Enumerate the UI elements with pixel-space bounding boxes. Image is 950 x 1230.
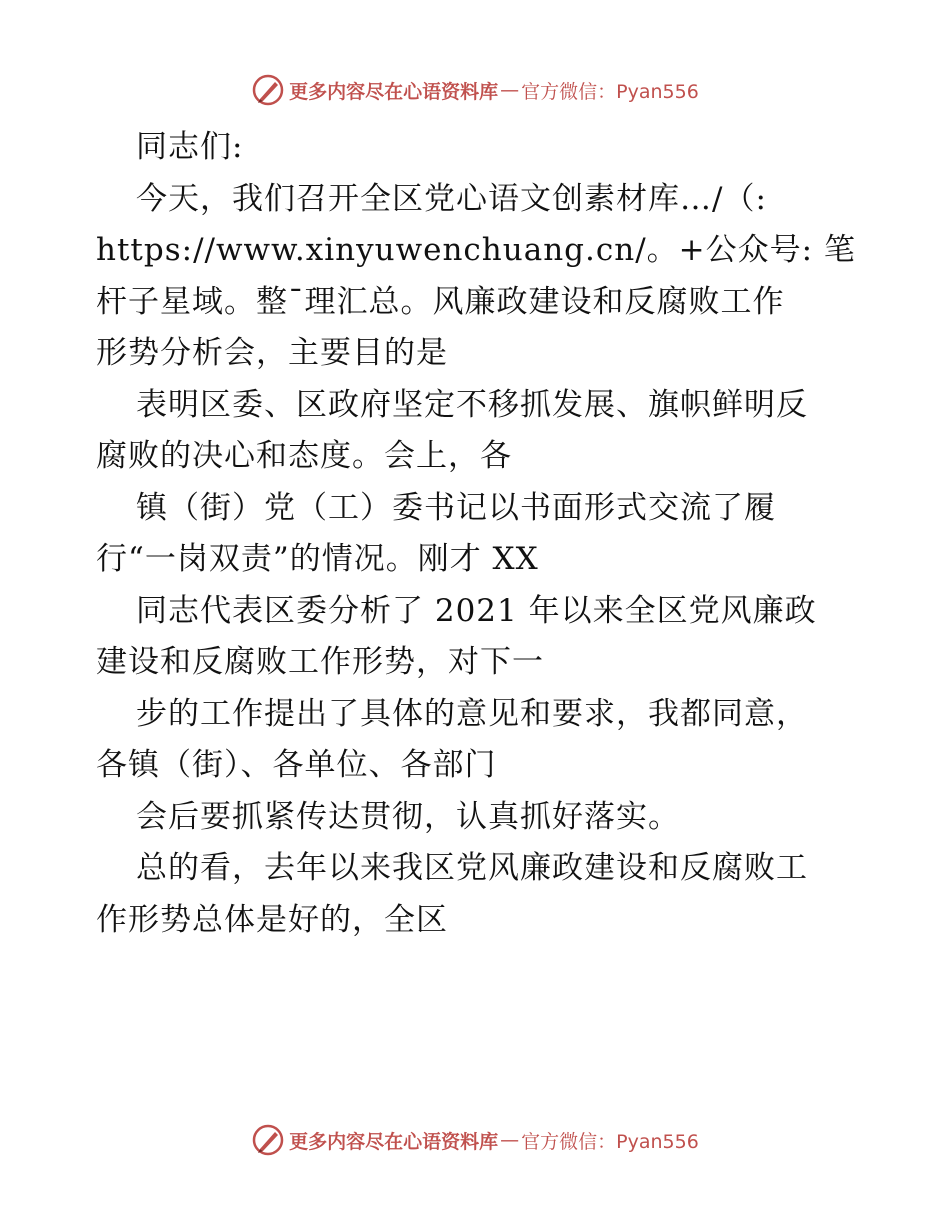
quill-pen-seal-icon (251, 73, 285, 107)
body-line: 腐败的决心和态度。会上，各 (96, 438, 512, 474)
body-line: 作形势总体是好的，全区 (96, 901, 448, 938)
body-line: https://www.xinyuwenchuang.cn/。+公众号: 笔 (96, 232, 856, 268)
banner-brand-text: 更多内容尽在心语资料库 (289, 1130, 499, 1153)
banner-dash: — (500, 79, 520, 101)
footer-watermark-banner (0, 1120, 950, 1160)
body-line: 各镇（街）、各单位、各部门 (96, 747, 497, 783)
header-watermark-banner (0, 70, 950, 110)
body-line: 建设和反腐败工作形势，对下一 (96, 644, 544, 680)
body-line: 步的工作提出了具体的意见和要求，我都同意， (136, 695, 808, 732)
banner-brand-text: 更多内容尽在心语资料库 (289, 80, 499, 103)
salutation-line: 同志们: (136, 129, 244, 165)
body-line: 同志代表区委分析了 2021 年以来全区党风廉政 (136, 592, 817, 629)
body-line: 会后要抓紧传达贯彻，认真抓好落实。 (136, 798, 680, 835)
document-body (96, 122, 866, 946)
body-line: 总的看，去年以来我区党风廉政建设和反腐败工 (136, 850, 808, 886)
body-line: 杆子星域。整¯理汇总。风廉政建设和反腐败工作 (96, 283, 785, 320)
banner-wechat-text: 官方微信：Pyan556 (521, 80, 699, 103)
body-line: 表明区委、区政府坚定不移抓发展、旗帜鲜明反 (136, 386, 808, 423)
quill-pen-seal-icon (251, 1123, 285, 1157)
body-line: 形势分析会，主要目的是 (96, 335, 448, 371)
body-line: 行“一岗双责”的情况。刚才 XX (96, 541, 539, 577)
banner-dash: — (500, 1129, 520, 1151)
body-line: 镇（街）党（工）委书记以书面形式交流了履 (136, 489, 776, 526)
body-line: 今天，我们召开全区党心语文创素材库…/（: (136, 180, 767, 217)
banner-wechat-text: 官方微信：Pyan556 (521, 1130, 699, 1153)
